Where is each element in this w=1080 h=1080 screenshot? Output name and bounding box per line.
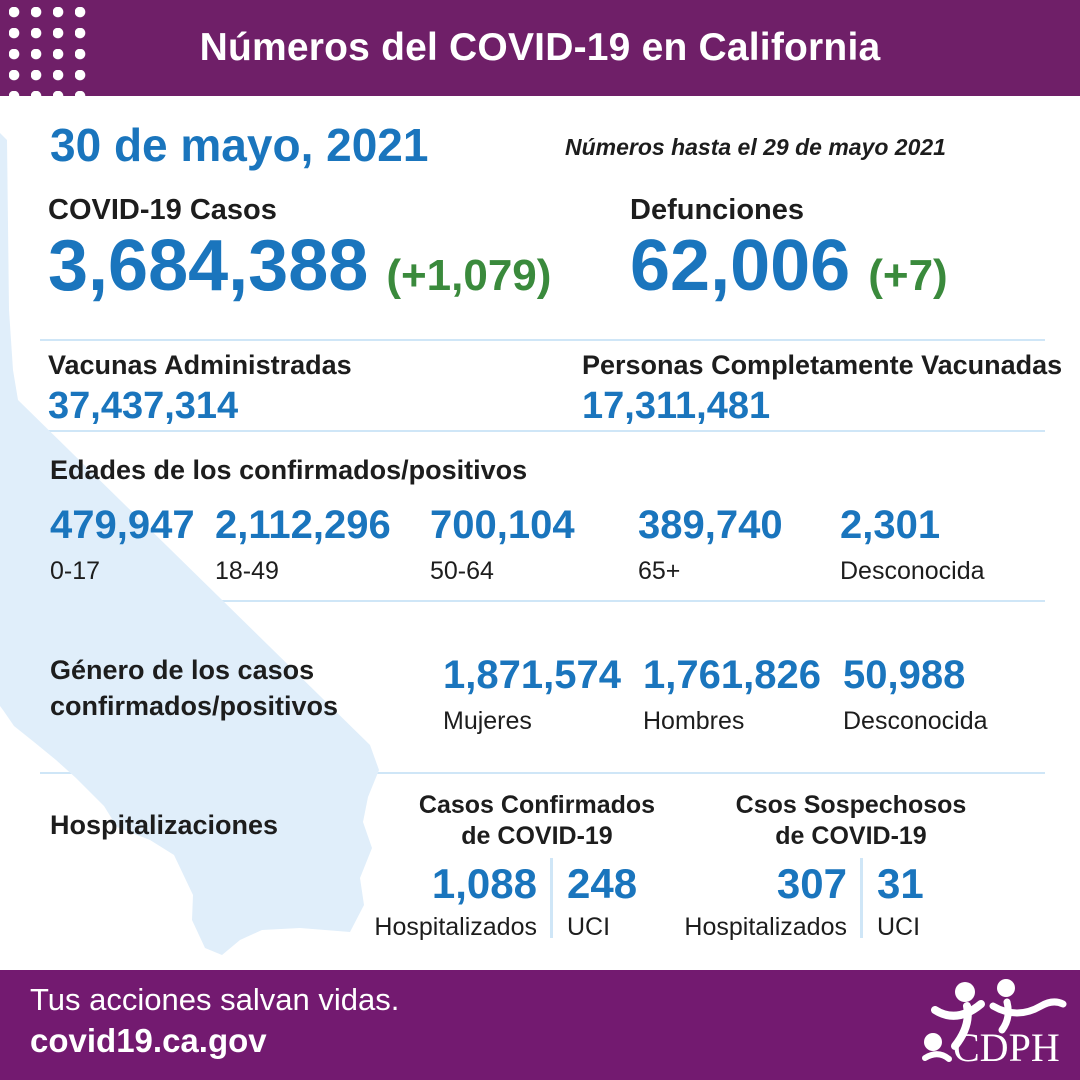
hosp-confirmed-hospitalized-label: Hospitalizados — [374, 913, 537, 941]
gender-value: 1,871,574 — [443, 653, 621, 697]
hosp-suspected-title-line1: Csos Sospechosos — [735, 791, 967, 819]
hosp-confirmed-icu-value: 248 — [567, 860, 638, 907]
footer-bar — [0, 970, 1080, 1080]
header-bar — [0, 0, 1080, 96]
gender-unknown — [843, 655, 988, 736]
age-group-65-plus — [638, 505, 783, 586]
hosp-suspected-title-line2: de COVID-19 — [775, 822, 927, 850]
footer-message: Tus acciones salvan vidas. — [30, 982, 400, 1017]
gender-title-line1: Género de los casos — [50, 655, 315, 685]
deaths-delta: (+7) — [868, 251, 948, 300]
age-value: 2,112,296 — [215, 503, 391, 547]
vertical-divider — [860, 858, 863, 938]
report-date: 30 de mayo, 2021 — [50, 119, 429, 171]
age-value: 389,740 — [638, 503, 783, 547]
vaccines-administered-stat — [48, 350, 352, 428]
hosp-suspected-hospitalized-label: Hospitalizados — [684, 913, 847, 941]
age-label: 18-49 — [215, 557, 279, 585]
vaccines-administered-label: Vacunas Administradas — [48, 350, 352, 380]
hosp-suspected-icu-value: 31 — [877, 860, 924, 907]
fully-vaccinated-stat — [582, 350, 1062, 428]
gender-women — [443, 655, 621, 736]
cases-delta: (+1,079) — [386, 251, 552, 300]
cases-label: COVID-19 Casos — [48, 194, 277, 226]
hospitalizations-title: Hospitalizaciones — [50, 810, 279, 840]
gender-section-title — [50, 652, 338, 724]
deaths-label: Defunciones — [630, 194, 805, 226]
age-group-0-17 — [50, 505, 195, 586]
age-value: 2,301 — [840, 503, 941, 547]
age-group-unknown — [840, 505, 985, 586]
gender-label: Hombres — [643, 707, 745, 735]
hosp-suspected-hospitalized-value: 307 — [776, 860, 847, 907]
hosp-confirmed-title — [417, 790, 657, 852]
age-label: 50-64 — [430, 557, 494, 585]
vertical-divider — [550, 858, 553, 938]
hosp-confirmed-hospitalized-value: 1,088 — [431, 860, 537, 907]
ages-section-title: Edades de los confirmados/positivos — [50, 455, 528, 485]
hosp-confirmed-title-line2: de COVID-19 — [461, 822, 613, 850]
age-label: 65+ — [638, 557, 681, 585]
age-value: 479,947 — [50, 503, 195, 547]
page-title: Números del COVID-19 en California — [199, 26, 881, 69]
vaccines-administered-value: 37,437,314 — [48, 385, 239, 427]
gender-men — [643, 655, 821, 736]
age-label: Desconocida — [840, 557, 985, 585]
gender-title-line2: confirmados/positivos — [50, 691, 339, 721]
fully-vaccinated-label: Personas Completamente Vacunadas — [582, 350, 1063, 380]
age-group-50-64 — [430, 505, 575, 586]
cdph-logo-text: CDPH — [953, 1025, 1060, 1070]
hosp-suspected-title — [731, 790, 971, 852]
deaths-stat — [630, 194, 948, 305]
hosp-confirmed-icu-label: UCI — [567, 913, 611, 941]
age-value: 700,104 — [430, 503, 575, 547]
deaths-value: 62,006 — [630, 226, 851, 306]
cdph-logo — [905, 966, 1075, 1080]
age-label: 0-17 — [50, 557, 101, 585]
hosp-suspected-icu-label: UCI — [877, 913, 921, 941]
gender-value: 1,761,826 — [643, 653, 821, 697]
cases-value: 3,684,388 — [48, 226, 369, 306]
gender-label: Mujeres — [443, 707, 532, 735]
age-group-18-49 — [215, 505, 391, 586]
cases-stat — [48, 194, 551, 305]
footer-url: covid19.ca.gov — [30, 1022, 267, 1059]
gender-value: 50,988 — [843, 653, 966, 697]
gender-label: Desconocida — [843, 707, 988, 735]
fully-vaccinated-value: 17,311,481 — [582, 385, 771, 427]
hosp-confirmed-title-line1: Casos Confirmados — [418, 791, 656, 819]
as-of-note: Números hasta el 29 de mayo 2021 — [565, 134, 946, 160]
